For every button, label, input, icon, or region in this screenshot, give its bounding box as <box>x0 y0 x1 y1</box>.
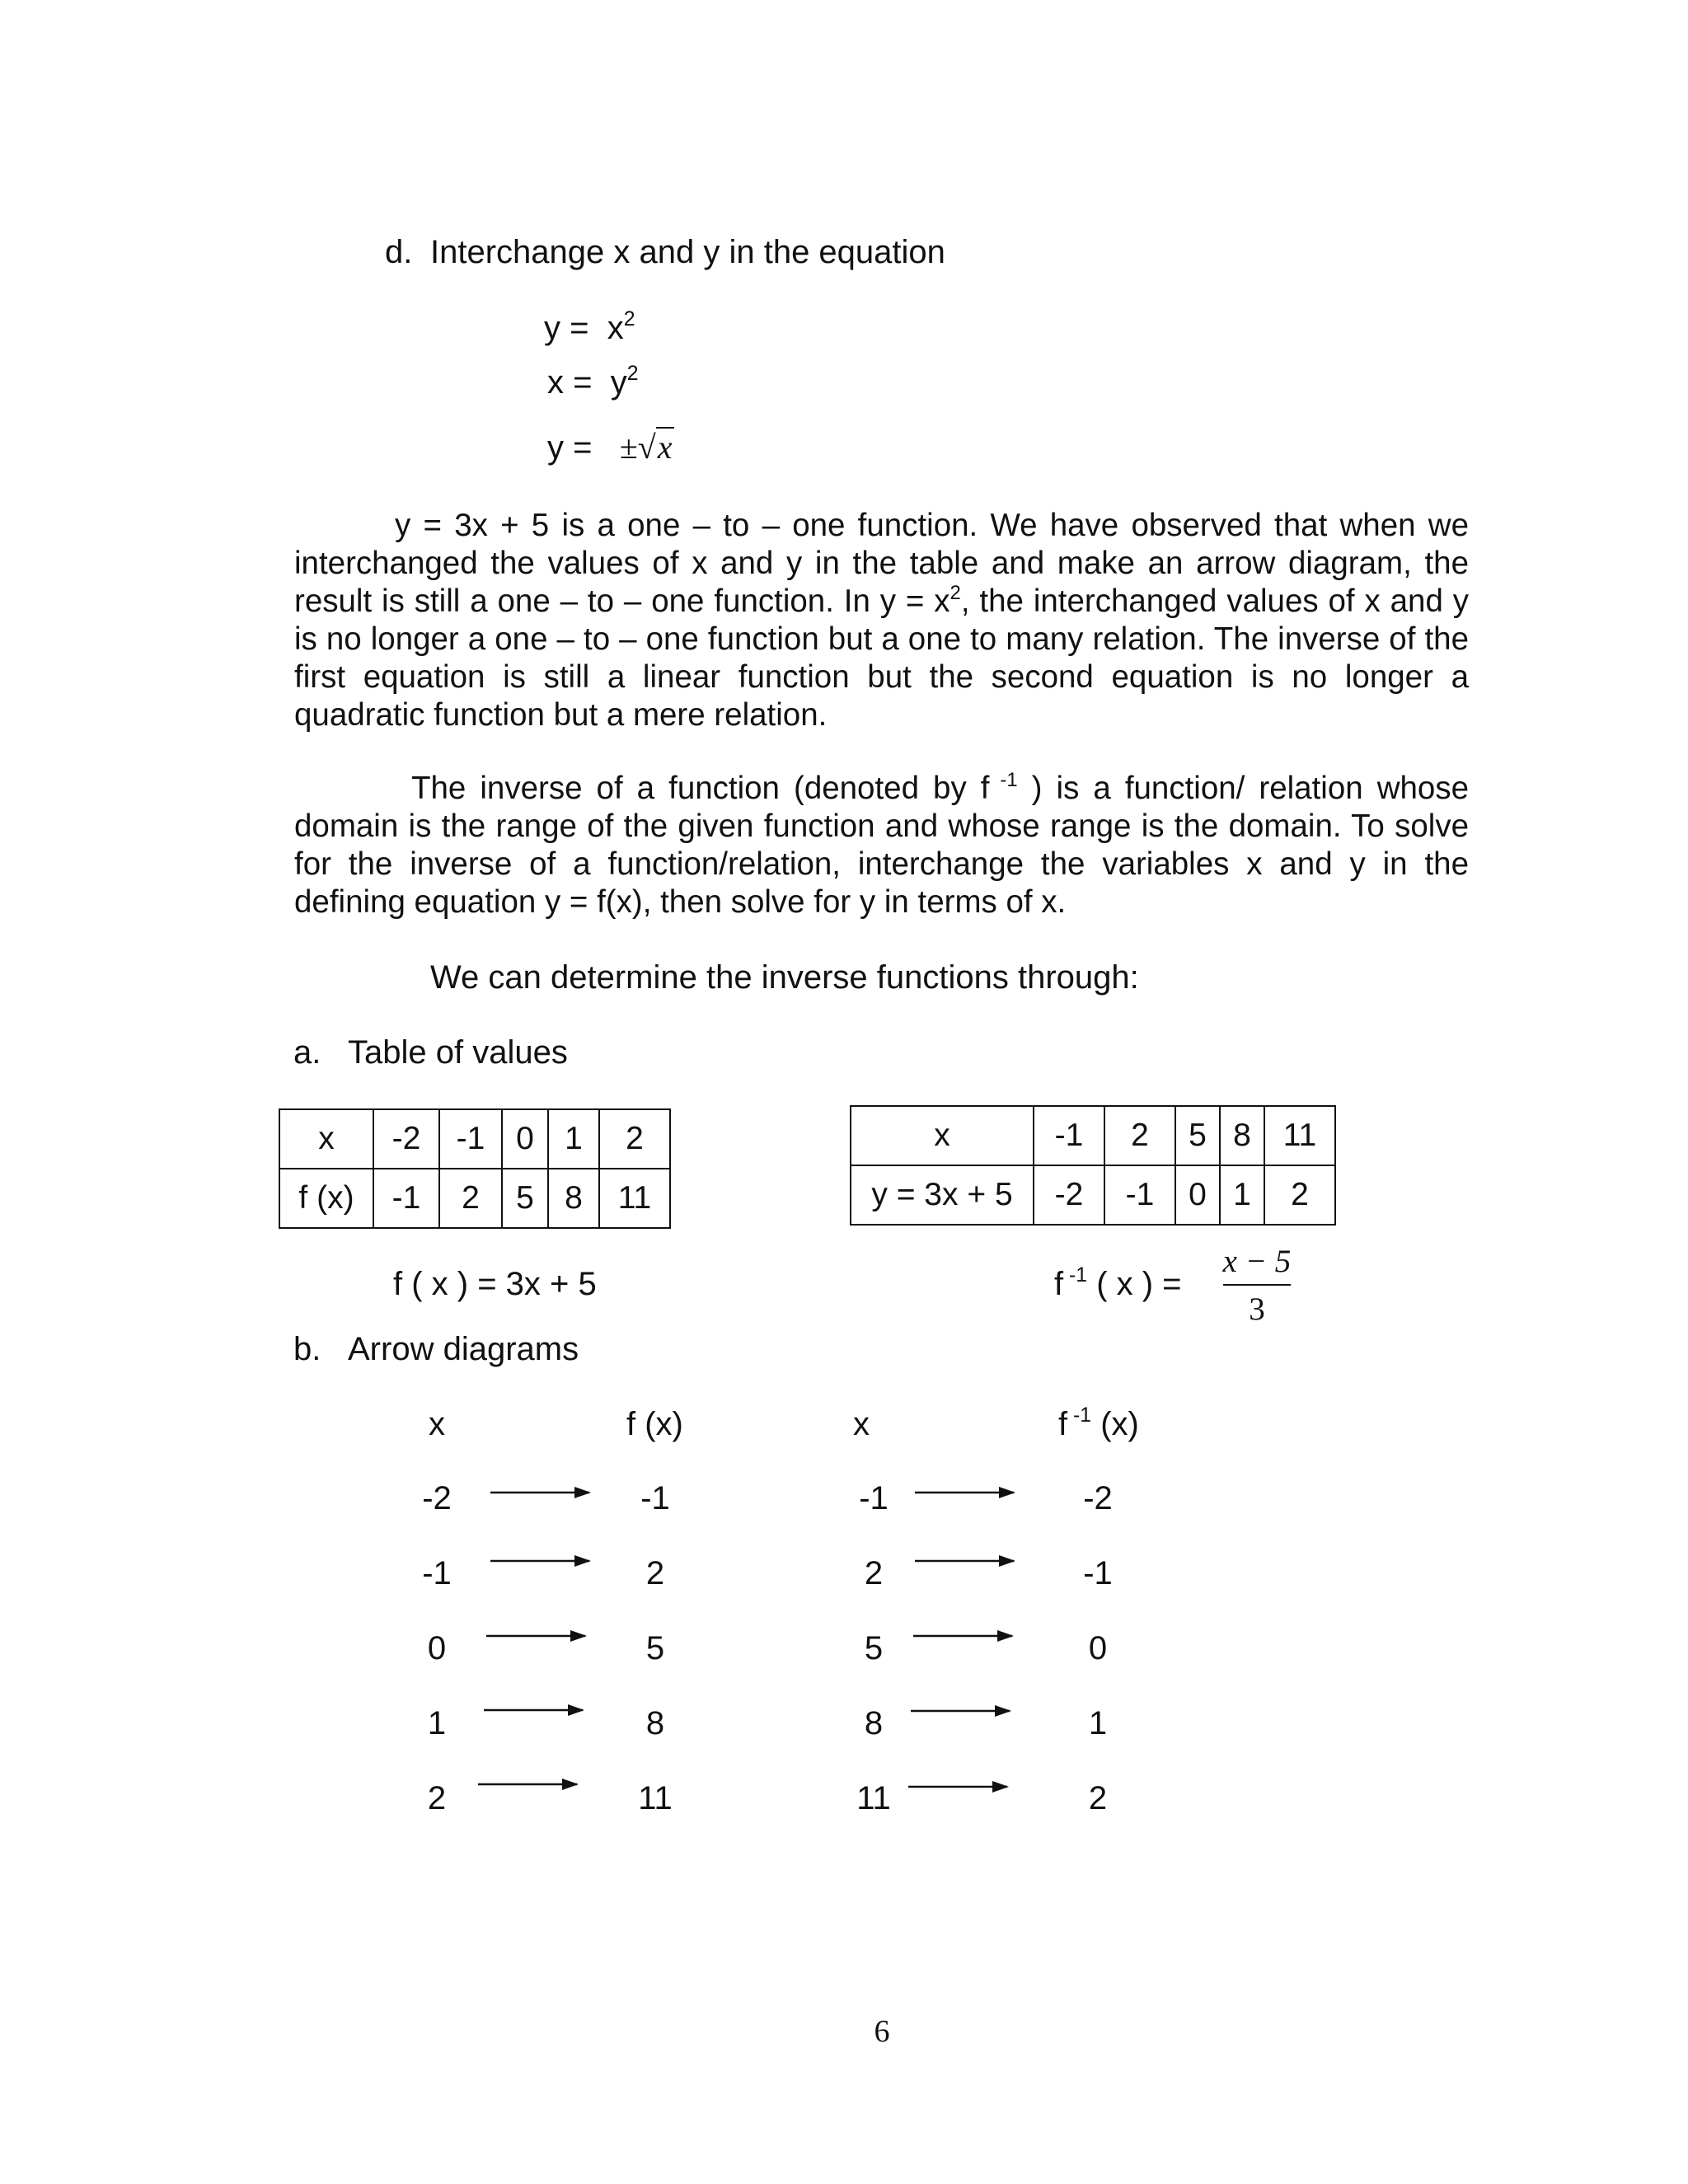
arrow2-right-value: -1 <box>1083 1555 1113 1591</box>
table-cell: f (x) <box>279 1169 373 1228</box>
arrow1-left-value: -2 <box>422 1480 452 1516</box>
eq1-base: x <box>607 310 624 346</box>
finv-exp: -1 <box>1063 1264 1088 1287</box>
table-cell: -2 <box>1034 1165 1104 1225</box>
arrow1-left-value: 0 <box>427 1630 447 1666</box>
plus-minus-sign: ± <box>619 429 638 466</box>
table-cell: -1 <box>1104 1165 1175 1225</box>
arrow1-left-value: 2 <box>427 1780 447 1816</box>
table-cell: 0 <box>1175 1165 1220 1225</box>
arrow1-right-value: 5 <box>645 1630 665 1666</box>
arrow1-left-value: -1 <box>422 1555 452 1591</box>
arrow2-left-value: 8 <box>864 1705 884 1741</box>
table-cell: -1 <box>1034 1106 1104 1165</box>
table-cell: x <box>851 1106 1034 1165</box>
arrow1-right-value: 11 <box>638 1780 673 1816</box>
para1-part2: , the interchanged values of x and y is no longer a one – to – one function but a one to many relation. The inverse of the first equation is still a linear function but the second equation is no longer a quadratic function but a mere relation. <box>294 583 1470 733</box>
part-d-label: d. <box>385 234 413 270</box>
para1-exp: 2 <box>950 581 961 604</box>
eq1-exp: 2 <box>623 308 635 331</box>
arrow1-right-value: 2 <box>645 1555 665 1591</box>
arrow1-right-value: 8 <box>645 1705 665 1741</box>
radicand: x <box>657 429 673 466</box>
table-cell: y = 3x + 5 <box>851 1165 1034 1225</box>
arrow1-left-value: 1 <box>427 1705 447 1741</box>
table-cell: 2 <box>1264 1165 1335 1225</box>
table-cell: 5 <box>502 1169 548 1228</box>
arrow2-right-value: -2 <box>1083 1480 1113 1516</box>
arrow2-left-value: 11 <box>856 1780 891 1816</box>
page-number: 6 <box>874 2014 890 2049</box>
table-cell: -1 <box>373 1169 439 1228</box>
table-cell: 2 <box>439 1169 502 1228</box>
para2-part2: ) is a function/ relation whose domain is the range of the given function and whose range is the domain. To solve for the inverse of a function/relation, interchange the variables x and y in the defining equation y = f(x), then solve for y in terms of x. <box>294 771 1469 920</box>
table-cell: 1 <box>548 1109 599 1169</box>
fraction-denominator: 3 <box>1249 1291 1265 1327</box>
radical-sign-icon: √ <box>637 429 656 466</box>
arrow2-right-value: 2 <box>1088 1780 1108 1816</box>
table-cell: -1 <box>439 1109 502 1169</box>
eq2-base: y <box>610 364 627 401</box>
table-cell: 2 <box>599 1109 670 1169</box>
arrow2-left-value: 5 <box>864 1630 884 1666</box>
para2-exp: -1 <box>989 768 1018 791</box>
section-b-label: b. <box>293 1331 321 1367</box>
part-d-text: Interchange x and y in the equation <box>430 234 945 270</box>
fraction-numerator: x − 5 <box>1222 1244 1292 1279</box>
arrow2-left-value: 2 <box>864 1555 884 1591</box>
eq3-lhs: y = <box>547 429 593 466</box>
table-cell: 5 <box>1175 1106 1220 1165</box>
arrow2-left-header: x <box>853 1406 870 1442</box>
eq2-exp: 2 <box>626 363 639 386</box>
arrow2-left-value: -1 <box>859 1480 889 1516</box>
table-cell: 8 <box>1220 1106 1264 1165</box>
table-cell: 2 <box>1104 1106 1175 1165</box>
para1-part1: y = 3x + 5 is a one – to – one function. We have observed that when we interchanged the values of x and y in the table and make an arrow diagram, the result is still a one – to – one function. In y = x <box>294 508 1469 619</box>
arrow2-header-f: f <box>1058 1406 1068 1442</box>
arrow1-left-header: x <box>429 1406 445 1442</box>
eq1-lhs: y = <box>544 310 589 346</box>
table-cell: 11 <box>599 1169 670 1228</box>
table-cell: x <box>279 1109 373 1169</box>
finv-f: f <box>1054 1266 1064 1302</box>
table-cell: -2 <box>373 1109 439 1169</box>
para2-part1: The inverse of a function (denoted by f <box>411 771 990 806</box>
finv-rest: ( x ) = <box>1087 1266 1182 1302</box>
arrow2-right-value: 0 <box>1088 1630 1108 1666</box>
table-cell: 11 <box>1264 1106 1335 1165</box>
section-a-label: a. <box>293 1034 321 1071</box>
table-cell: 0 <box>502 1109 548 1169</box>
table-cell: 1 <box>1220 1165 1264 1225</box>
section-b-title: Arrow diagrams <box>348 1331 579 1367</box>
function-equation: f ( x ) = 3x + 5 <box>393 1266 597 1302</box>
paragraph-determine-inverse: We can determine the inverse functions through: <box>430 959 1139 996</box>
table-cell: 8 <box>548 1169 599 1228</box>
section-a-title: Table of values <box>348 1034 568 1071</box>
arrow1-right-header: f (x) <box>626 1406 683 1442</box>
arrow2-header-exp: -1 <box>1067 1404 1092 1427</box>
arrow1-right-value: -1 <box>640 1480 670 1516</box>
eq2-lhs: x = <box>547 364 593 401</box>
arrow2-right-value: 1 <box>1088 1705 1108 1741</box>
arrow2-header-rest: (x) <box>1091 1406 1139 1442</box>
